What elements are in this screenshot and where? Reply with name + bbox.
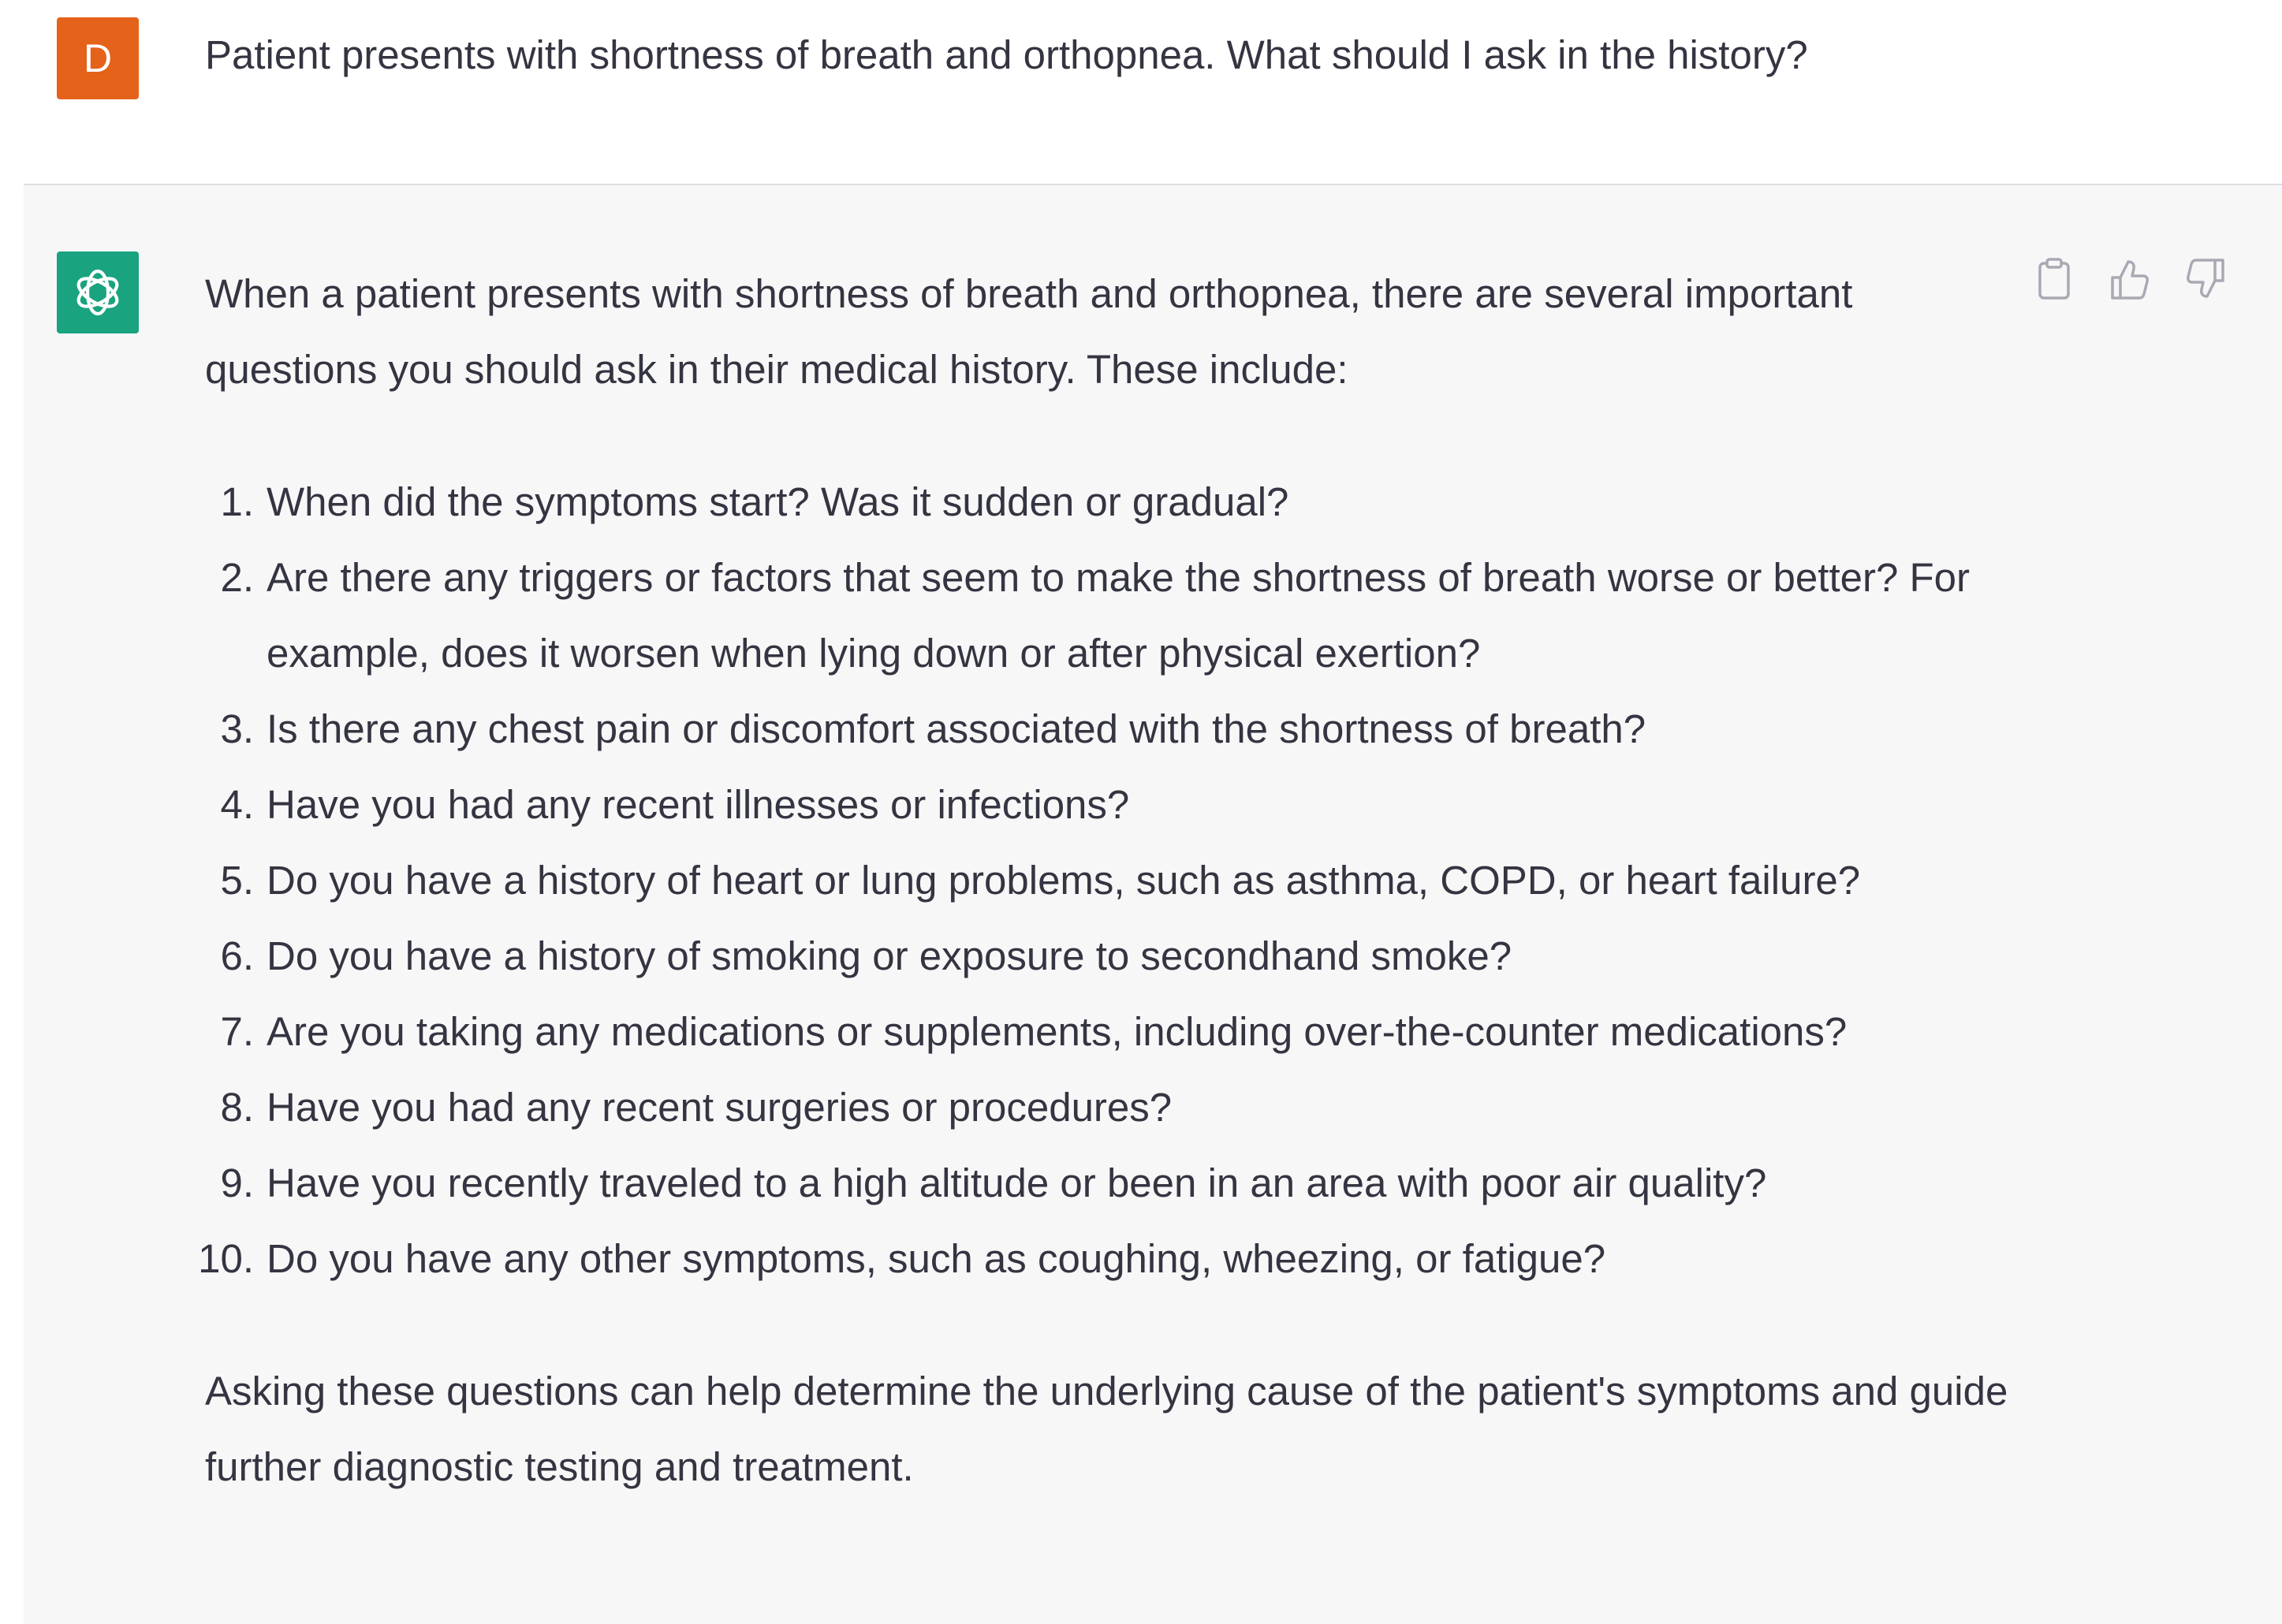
list-item (205, 994, 1907, 1070)
list-item-number: 2. (220, 555, 254, 600)
copy-button[interactable] (2030, 255, 2079, 304)
assistant-logo-icon (70, 265, 125, 320)
list-item (205, 464, 2034, 540)
list-item-text: Do you have a history of heart or lung problems, such as asthma, COPD, or heart failure? (267, 858, 1861, 903)
user-message-row (0, 0, 2282, 184)
message-actions (2030, 255, 2230, 304)
list-item-text: When did the symptoms start? Was it sudden or gradual? (267, 479, 1289, 524)
list-item-text: Do you have any other symptoms, such as coughing, wheezing, or fatigue? (267, 1236, 1606, 1281)
list-item-text: Is there any chest pain or discomfort associated with the shortness of breath? (267, 706, 1646, 751)
list-item-text: Do you have a history of smoking or exposure to secondhand smoke? (267, 933, 1512, 978)
list-item-number: 4. (220, 782, 254, 827)
list-item-text: Have you had any recent surgeries or procedures? (267, 1085, 1173, 1130)
clipboard-icon (2035, 257, 2073, 301)
assistant-message-row (24, 185, 2282, 1624)
list-item-text: Have you had any recent illnesses or infections? (267, 782, 1130, 827)
list-item-text: Are you taking any medications or supplements, including over-the-counter medications? (267, 1009, 1848, 1054)
list-item (205, 767, 2034, 843)
list-item (205, 691, 2034, 767)
list-item-number: 8. (220, 1085, 254, 1130)
list-item (198, 1221, 2034, 1297)
list-item-text: Have you recently traveled to a high altitude or been in an area with poor air quality? (267, 1160, 1767, 1205)
thumbs-down-button[interactable] (2181, 255, 2230, 304)
assistant-outro: Asking these questions can help determine the underlying cause of the patient's symptoms and guide further diagnostic testing and treatment. (205, 1369, 2008, 1489)
list-item-number: 6. (220, 933, 254, 978)
thumbs-up-button[interactable] (2105, 255, 2154, 304)
assistant-message-content (198, 256, 2034, 1505)
list-item-number: 10. (198, 1236, 254, 1281)
list-item (205, 918, 2034, 994)
thumbs-down-icon (2183, 257, 2228, 301)
list-item-number: 9. (220, 1160, 254, 1205)
list-item (205, 540, 1970, 691)
assistant-intro: When a patient presents with shortness of breath and orthopnea, there are several important questions you should ask in their medical history. These include: (205, 271, 1853, 392)
user-message-text: Patient presents with shortness of breath and orthopnea. What should I ask in the history? (205, 32, 1808, 77)
list-item-number: 7. (220, 1009, 254, 1054)
list-item (205, 1145, 2034, 1221)
list-item-number: 5. (220, 858, 254, 903)
list-item (205, 1070, 2034, 1145)
list-item-number: 3. (220, 706, 254, 751)
list-item-number: 1. (220, 479, 254, 524)
list-item-text: Are there any triggers or factors that seem to make the shortness of breath worse or better? For example, does it worsen when lying down or after physical exertion? (267, 555, 1971, 676)
user-avatar: D (57, 17, 139, 99)
list-item (205, 843, 2034, 918)
thumbs-up-icon (2108, 257, 2152, 301)
question-list (198, 464, 2034, 1297)
assistant-avatar (57, 251, 139, 333)
